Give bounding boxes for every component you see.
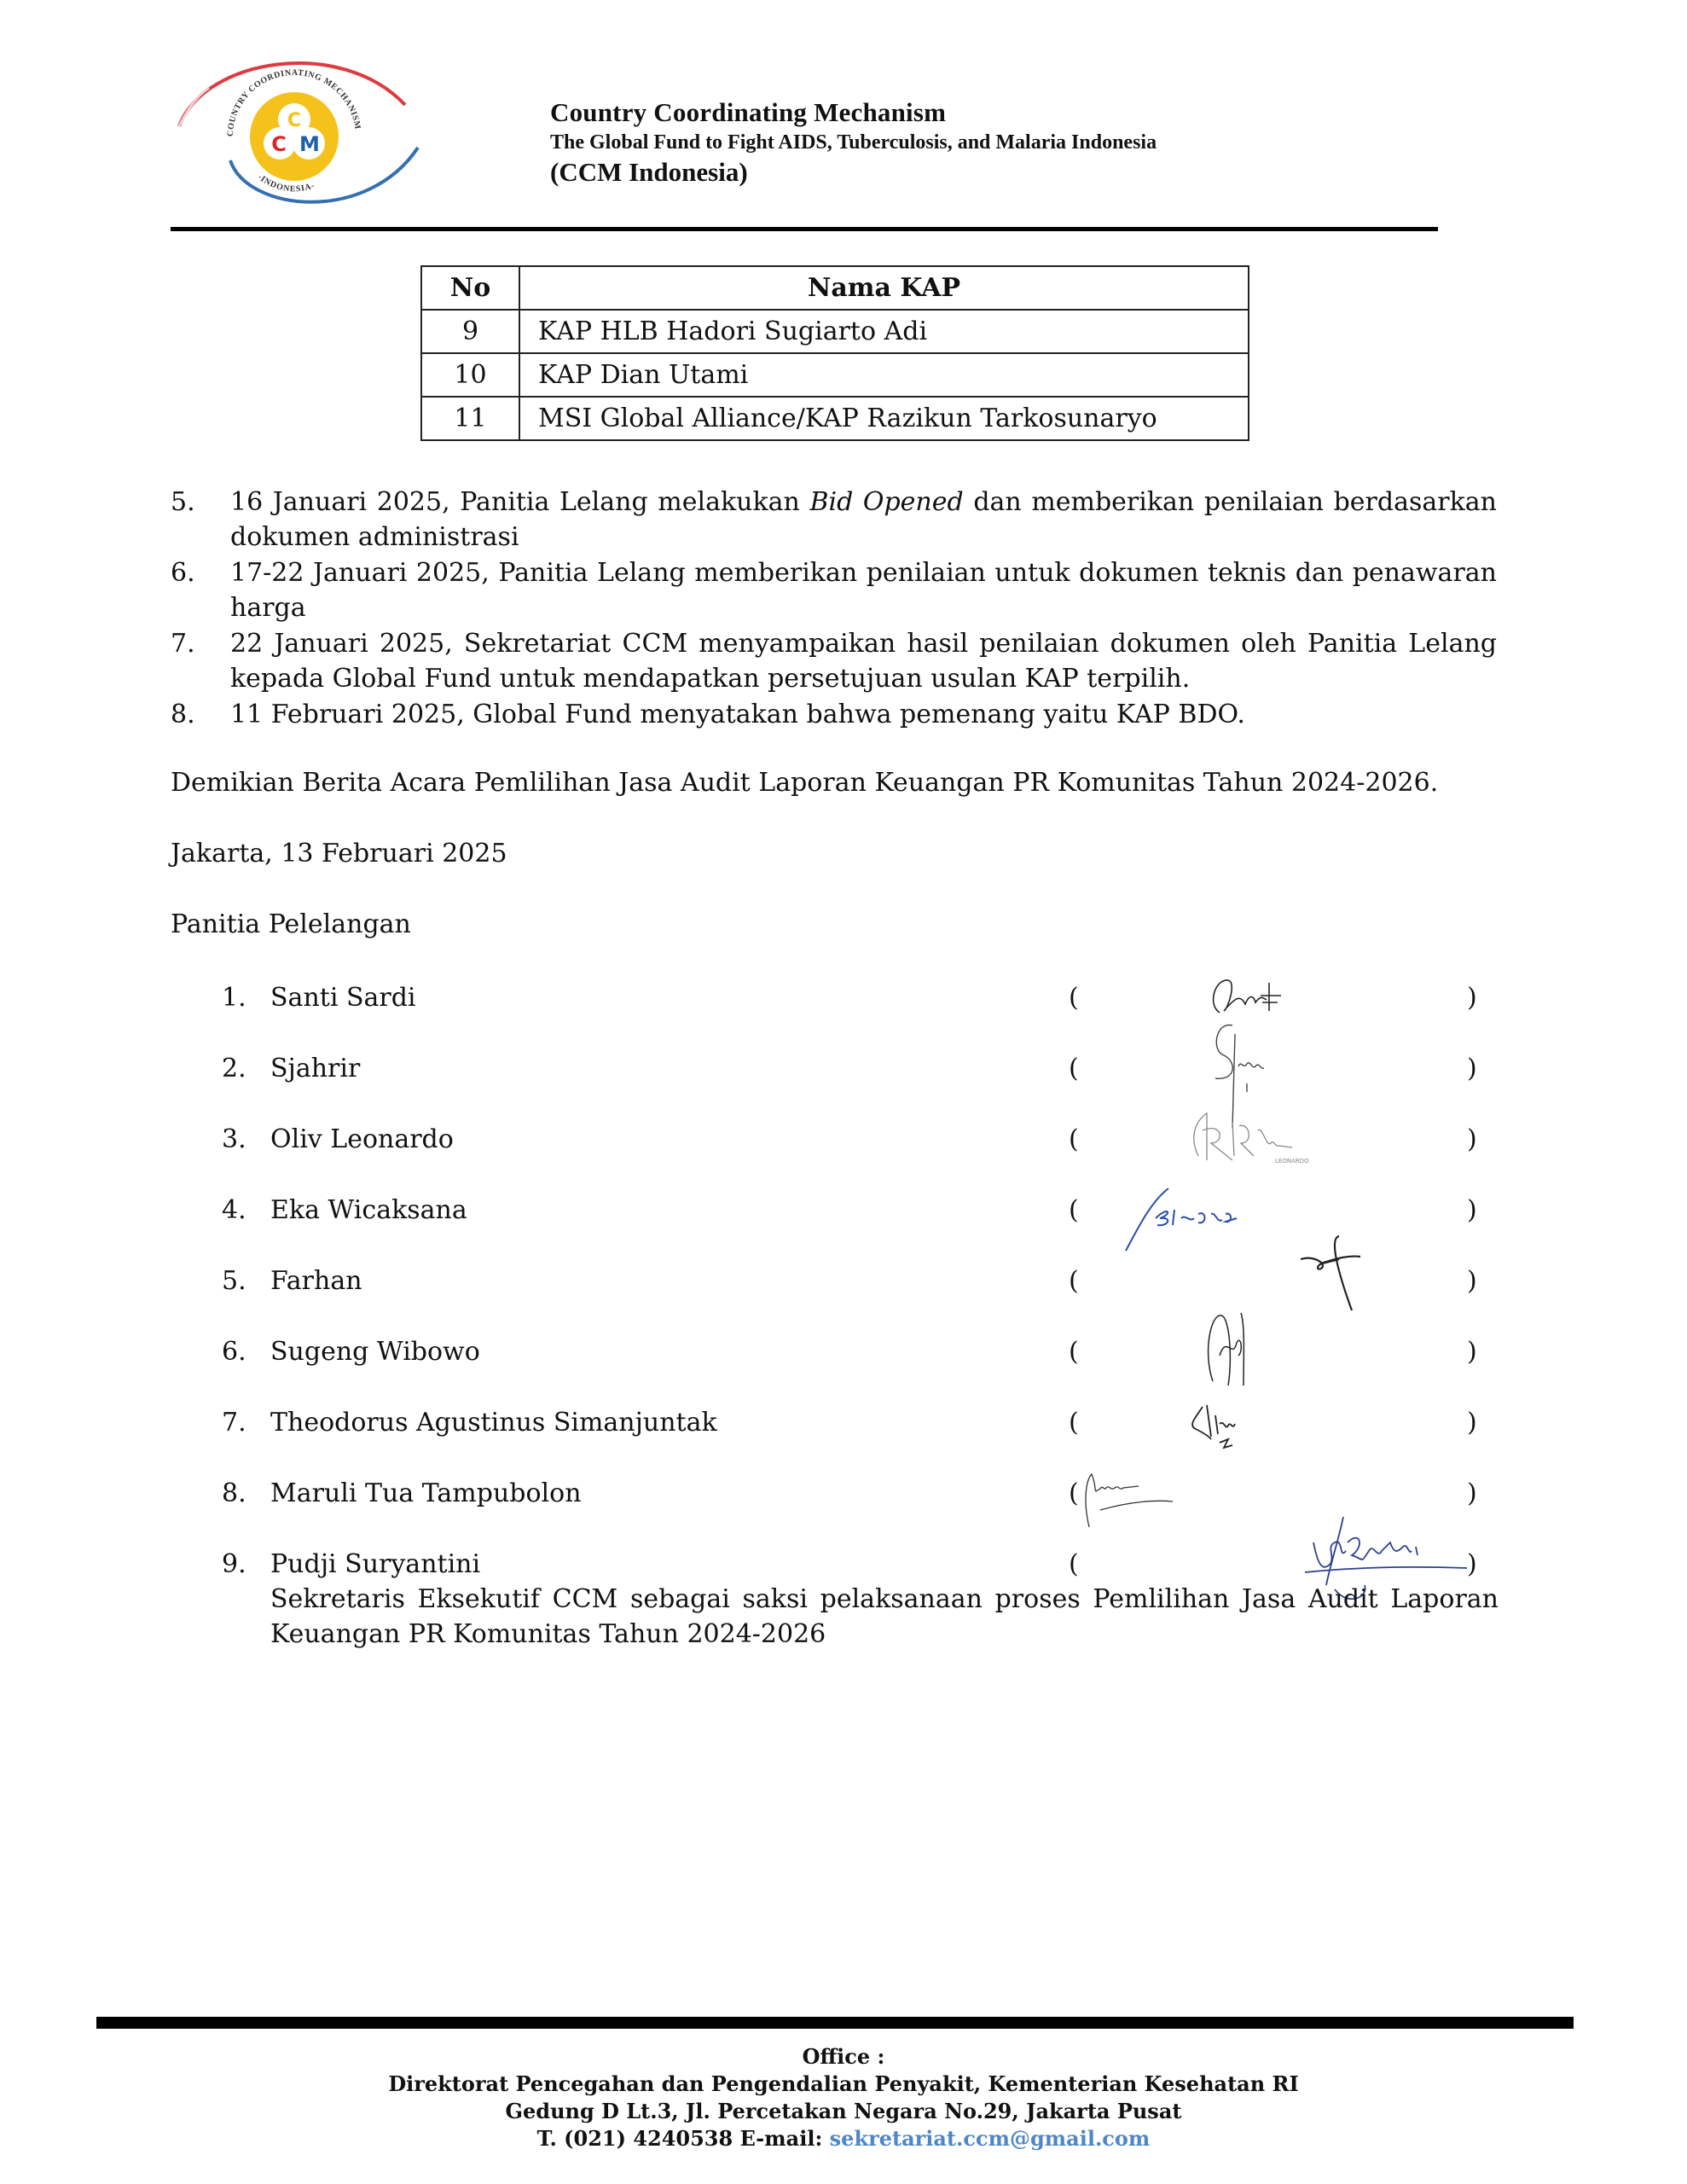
step-text-post: dan memberikan penilaian berdasarkan dokumen administrasi — [230, 487, 1497, 552]
step-text-pre: 16 Januari 2025, Panitia Lelang melakukan — [230, 487, 810, 517]
member-number: 3. — [222, 1124, 246, 1154]
member-number: 2. — [222, 1054, 246, 1083]
cell-name: MSI Global Alliance/KAP Razikun Tarkosunaryo — [519, 397, 1249, 440]
svg-text:LEONARDO: LEONARDO — [1275, 1158, 1309, 1165]
signature-icon — [1203, 970, 1296, 1021]
signature-close-paren: ) — [1467, 1337, 1477, 1367]
step-item — [171, 485, 1497, 555]
member-number: 9. — [222, 1549, 246, 1579]
signature-close-paren: ) — [1467, 1478, 1477, 1508]
header-divider — [171, 227, 1438, 231]
step-number: 7. — [171, 629, 195, 659]
committee-member — [222, 1051, 1501, 1086]
cell-no: 9 — [421, 310, 519, 353]
step-number: 6. — [171, 558, 195, 588]
member-name: Pudji Suryantini — [270, 1549, 481, 1579]
witness-note: Sekretaris Eksekutif CCM sebagai saksi pelaksanaan proses Pemlilihan Jasa Audit Laporan Keuangan PR Komunitas Tahun 2024-2026 — [270, 1584, 1499, 1649]
member-number: 4. — [222, 1195, 246, 1225]
committee-member — [222, 980, 1501, 1015]
footer-phone: T. (021) 4240538 E-mail: — [536, 2126, 830, 2151]
committee-member — [222, 1334, 1501, 1369]
cell-no: 10 — [421, 353, 519, 397]
signature-open-paren: ( — [1069, 1054, 1079, 1083]
org-subtitle: The Global Fund to Fight AIDS, Tuberculosis, and Malaria Indonesia — [550, 131, 1157, 154]
place-date: Jakarta, 13 Februari 2025 — [171, 839, 507, 868]
signature-close-paren: ) — [1467, 1408, 1477, 1438]
committee-member — [222, 1547, 1501, 1582]
signature-close-paren: ) — [1467, 1266, 1477, 1296]
signature-close-paren: ) — [1467, 1054, 1477, 1083]
member-name: Farhan — [270, 1266, 362, 1296]
member-number: 5. — [222, 1266, 246, 1296]
step-text: 22 Januari 2025, Sekretariat CCM menyampaikan hasil penilaian dokumen oleh Panitia Lelang kepada Global Fund untuk mendapatkan persetujuan usulan KAP terpilih. — [230, 629, 1497, 694]
footer-email-link[interactable]: sekretariat.ccm@gmail.com — [829, 2126, 1151, 2151]
signature-open-paren: ( — [1069, 1195, 1079, 1225]
member-name: Sugeng Wibowo — [270, 1337, 480, 1367]
member-number: 8. — [222, 1478, 246, 1508]
column-header-nama-kap: Nama KAP — [519, 266, 1249, 310]
table-row — [421, 397, 1249, 440]
table-row — [421, 310, 1249, 353]
step-number: 8. — [171, 700, 195, 729]
member-name: Sjahrir — [270, 1054, 361, 1083]
committee-member — [222, 1193, 1501, 1228]
member-number: 6. — [222, 1337, 246, 1367]
org-short-name: (CCM Indonesia) — [550, 157, 748, 187]
step-item — [171, 697, 1497, 732]
cell-name: KAP HLB Hadori Sugiarto Adi — [519, 310, 1249, 353]
step-number: 5. — [171, 487, 195, 517]
ccm-logo-icon — [171, 41, 426, 229]
signature-close-paren: ) — [1467, 1124, 1477, 1154]
signature-open-paren: ( — [1069, 1478, 1079, 1508]
cell-no: 11 — [421, 397, 519, 440]
signature-close-paren: ) — [1467, 983, 1477, 1013]
step-text-italic: Bid Opened — [809, 487, 964, 517]
signature-icon — [1288, 1229, 1390, 1315]
step-item — [171, 555, 1497, 625]
closing-statement: Demikian Berita Acara Pemlilihan Jasa Audit Laporan Keuangan PR Komunitas Tahun 2024-2026. — [171, 768, 1439, 798]
member-name: Oliv Leonardo — [270, 1124, 454, 1154]
cell-name: KAP Dian Utami — [519, 353, 1249, 397]
committee-member — [222, 1476, 1501, 1511]
signature-open-paren: ( — [1069, 1124, 1079, 1154]
footer-address-line2: Gedung D Lt.3, Jl. Percetakan Negara No.29, Jakarta Pusat — [505, 2099, 1182, 2123]
footer-contact — [0, 2126, 1687, 2151]
footer-address-line1: Direktorat Pencegahan dan Pengendalian Penyakit, Kementerian Kesehatan RI — [388, 2071, 1299, 2096]
footer-divider — [96, 2017, 1574, 2029]
signature-close-paren: ) — [1467, 1195, 1477, 1225]
member-name: Eka Wicaksana — [270, 1195, 467, 1225]
signature-close-paren: ) — [1467, 1549, 1477, 1579]
table-header-row — [421, 266, 1249, 310]
footer-office-label: Office : — [802, 2044, 885, 2069]
step-text — [230, 485, 1497, 555]
step-item — [171, 626, 1497, 696]
member-number: 7. — [222, 1408, 246, 1438]
org-title: Country Coordinating Mechanism — [550, 97, 947, 127]
kap-table — [420, 265, 1249, 441]
column-header-no: No — [421, 266, 519, 310]
table-row — [421, 353, 1249, 397]
committee-member — [222, 1405, 1501, 1440]
signature-icon — [1203, 1309, 1271, 1390]
signature-icon — [1079, 1467, 1207, 1531]
committee-title: Panitia Pelelangan — [171, 909, 411, 939]
signature-icon — [1186, 1398, 1271, 1449]
ccm-logo — [171, 41, 426, 229]
signature-open-paren: ( — [1069, 1266, 1079, 1296]
svg-text:M: M — [299, 132, 320, 156]
committee-member — [222, 1122, 1501, 1165]
signature-open-paren: ( — [1069, 983, 1079, 1013]
svg-text:C: C — [271, 132, 287, 156]
step-text: 11 Februari 2025, Global Fund menyatakan bahwa pemenang yaitu KAP BDO. — [230, 700, 1245, 729]
member-name: Maruli Tua Tampubolon — [270, 1478, 582, 1508]
signature-open-paren: ( — [1069, 1337, 1079, 1367]
signature-open-paren: ( — [1069, 1408, 1079, 1438]
svg-text:COUNTRY COORDINATING MECHANISM: COUNTRY COORDINATING MECHANISM — [225, 68, 362, 137]
svg-text:-INDONESIA-: -INDONESIA- — [256, 172, 316, 195]
signature-icon — [1173, 1105, 1318, 1169]
member-number: 1. — [222, 983, 246, 1013]
member-name: Santi Sardi — [270, 983, 416, 1013]
signature-open-paren: ( — [1069, 1549, 1079, 1579]
committee-member — [222, 1263, 1501, 1298]
svg-text:C: C — [287, 110, 302, 131]
signature-icon — [1122, 1184, 1292, 1252]
member-name: Theodorus Agustinus Simanjuntak — [270, 1408, 717, 1438]
step-text: 17-22 Januari 2025, Panitia Lelang memberikan penilaian untuk dokumen teknis dan penawaran harga — [230, 558, 1497, 623]
